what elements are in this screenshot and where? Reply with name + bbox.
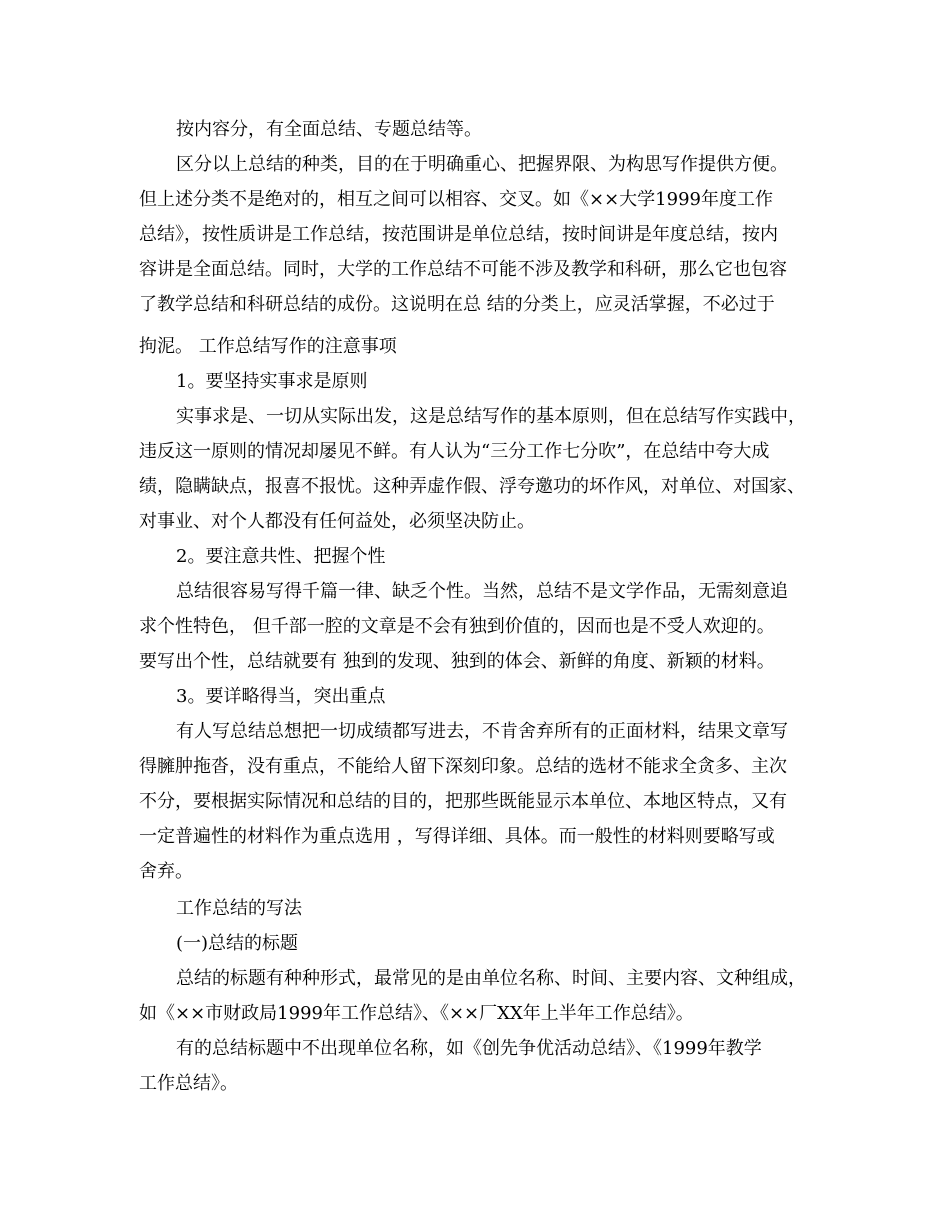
text-line: 如《××市财政局1999年工作总结》、《××厂XX年上半年工作总结》。 [139, 1003, 694, 1024]
text-line: 区分以上总结的种类，目的在于明确重心、把握界限、为构思写作提供方便。 [176, 154, 788, 175]
text-line: 拘泥。 工作总结写作的注意事项 [139, 336, 397, 357]
text-line: 要写出个性，总结就要有 独到的发现、独到的体会、新鲜的角度、新颖的材料。 [139, 651, 775, 672]
section-heading: 工作总结的写法 [176, 898, 302, 919]
text-line: 总结很容易写得千篇一律、缺乏个性。当然，总结不是文学作品，无需刻意追 [176, 581, 788, 602]
text-line: 不分，要根据实际情况和总结的目的，把那些既能显示本单位、本地区特点，又有 [139, 791, 787, 812]
text-line: 舍弃。 [139, 861, 193, 882]
text-line: 工作总结》。 [139, 1073, 238, 1094]
text-line: 绩，隐瞒缺点，报喜不报忧。这种弄虚作假、浮夸邀功的坏作风，对单位、对国家、 [139, 476, 805, 497]
text-line: 总结的标题有种种形式，最常见的是由单位名称、时间、主要内容、文种组成， [176, 968, 806, 989]
text-line: 实事求是、一切从实际出发，这是总结写作的基本原则，但在总结写作实践中， [176, 406, 806, 427]
list-heading: 3。要详略得当，突出重点 [176, 686, 386, 707]
text-line: 有的总结标题中不出现单位名称，如《创先争优活动总结》、《1999年教学 [176, 1038, 762, 1059]
text-line: 有人写总结总想把一切成绩都写进去，不肯舍弃所有的正面材料，结果文章写 [176, 721, 788, 742]
list-heading: 2。要注意共性、把握个性 [176, 546, 386, 567]
subsection-heading: (一)总结的标题 [176, 933, 299, 954]
text-line: 但上述分类不是绝对的，相互之间可以相容、交叉。如《××大学1999年度工作 [139, 189, 773, 210]
text-line: 违反这一原则的情况却屡见不鲜。有人认为“三分工作七分吹”，在总结中夸大成 [139, 441, 770, 462]
text-line: 得臃肿拖沓，没有重点，不能给人留下深刻印象。总结的选材不能求全贪多、主次 [139, 756, 787, 777]
text-line: 一定普遍性的材料作为重点选用 ，写得详细、具体。而一般性的材料则要略写或 [139, 826, 775, 847]
text-line: 对事业、对个人都没有任何益处，必须坚决防止。 [139, 511, 535, 532]
text-line: 按内容分，有全面总结、专题总结等。 [176, 119, 482, 140]
text-line: 求个性特色， 但千部一腔的文章是不会有独到价值的，因而也是不受人欢迎的。 [139, 616, 775, 637]
text-line: 了教学总结和科研总结的成份。这说明在总 结的分类上，应灵活掌握，不必过于 [139, 294, 775, 315]
text-line: 容讲是全面总结。同时，大学的工作总结不可能不涉及教学和科研，那么它也包容 [139, 259, 787, 280]
list-heading: 1。要坚持实事求是原则 [176, 371, 368, 392]
text-line: 总结》，按性质讲是工作总结，按范围讲是单位总结，按时间讲是年度总结，按内 [139, 224, 778, 245]
